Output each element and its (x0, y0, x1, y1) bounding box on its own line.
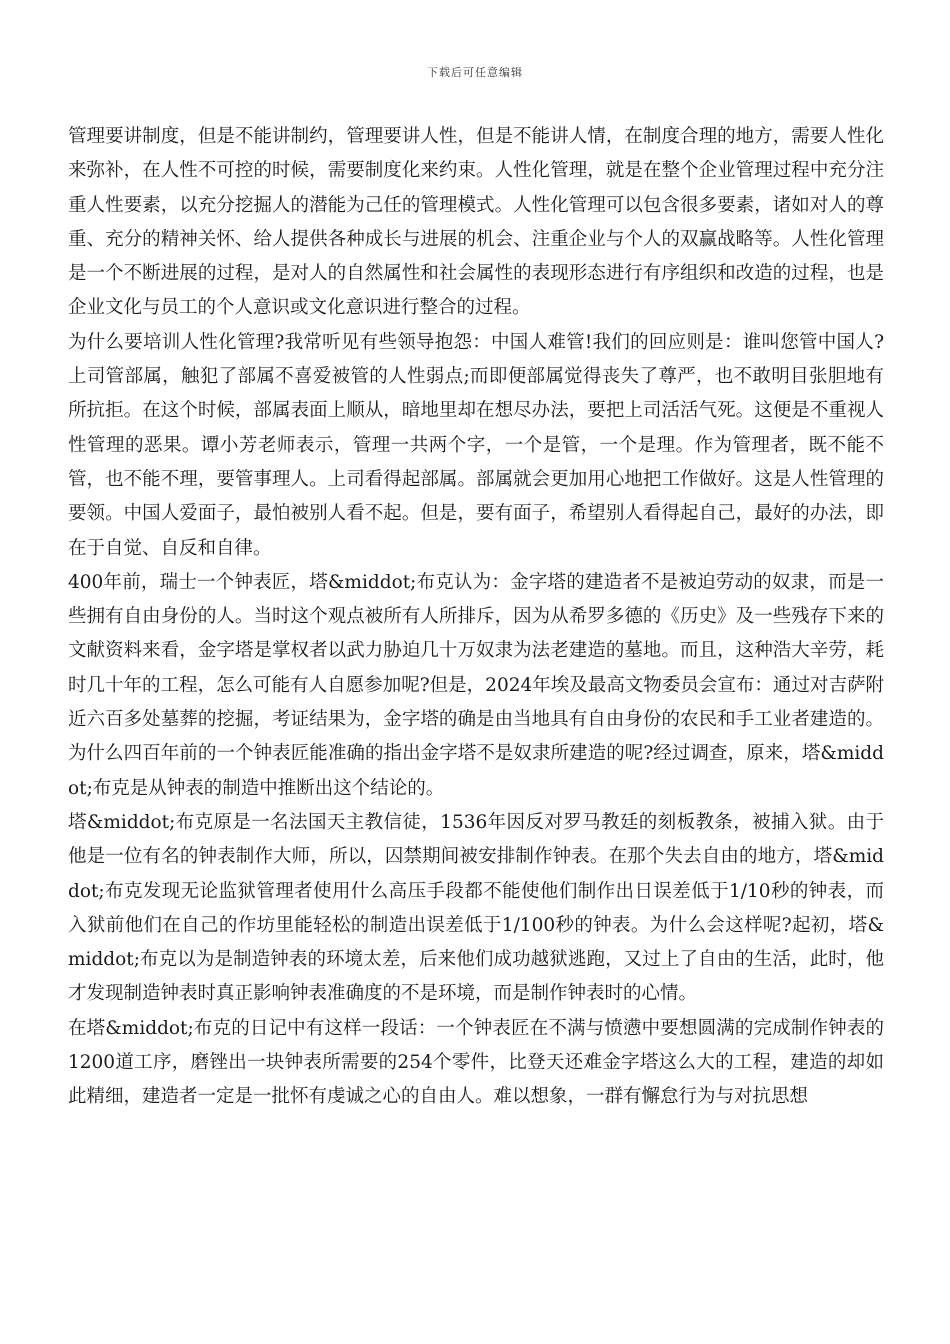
page-header-note: 下载后可任意编辑 (427, 66, 523, 79)
paragraph-humanized-management-definition: 管理要讲制度，但是不能讲制约，管理要讲人性，但是不能讲人情，在制度合理的地方，需要人性化来弥补，在人性不可控的时候，需要制度化来约束。人性化管理，就是在整个企业管理过程中充分注重人性要素，以充分挖掘人的潜能为己任的管理模式。人性化管理可以包含很多要素，诸如对人的尊重、充分的精神关怀、给人提供各种成长与进展的机会、注重企业与个人的双赢战略等。人性化管理是一个不断进展的过程，是对人的自然属性和社会属性的表现形态进行有序组织和改造的过程，也是企业文化与员工的个人意识或文化意识进行整合的过程。 (68, 126, 884, 319)
paragraph-pyramid-builders: 400年前，瑞士一个钟表匠，塔&middot;布克认为：金字塔的建造者不是被迫劳动的奴隶，而是一些拥有自由身份的人。当时这个观点被所有人所排斥，因为从希罗多德的《历史》及一些残存下来的文献资料来看，金字塔是掌权者以武力胁迫几十万奴隶为法老建造的墓地。而且，这种浩大辛劳，耗时几十年的工程，怎么可能有人自愿参加呢?但是，2024年埃及最高文物委员会宣布：通过对吉萨附近六百多处墓葬的挖掘，考证结果为，金字塔的确是由当地具有自由身份的农民和手工业者建造的。为什么四百年前的一个钟表匠能准确的指出金字塔不是奴隶所建造的呢?经过调查，原来，塔&middot;布克是从钟表的制造中推断出这个结论的。 (68, 571, 884, 799)
paragraph-tabuke-prison: 塔&middot;布克原是一名法国天主教信徒，1536年因反对罗马教廷的刻板教条，被捕入狱。由于他是一位有名的钟表制作大师，所以，囚禁期间被安排制作钟表。在那个失去自由的地方，塔&middot;布克发现无论监狱管理者使用什么高压手段都不能使他们制作出日误差低于1/10秒的钟表，而入狱前他们在自己的作坊里能轻松的制造出误差低于1/100秒的钟表。为什么会这样呢?起初，塔&middot;布克以为是制造钟表的环境太差，后来他们成功越狱逃跑，又过上了自由的生活，此时，他才发现制造钟表时真正影响钟表准确度的不是环境，而是制作钟表时的心情。 (68, 811, 884, 1005)
document-body (68, 120, 884, 1115)
paragraph-why-train-humanized-management: 为什么要培训人性化管理?我常听见有些领导抱怨：中国人难管!我们的回应则是：谁叫您管中国人?上司管部属，触犯了部属不喜爱被管的人性弱点;而即便部属觉得丧失了尊严，也不敢明目张胆地有所抗拒。在这个时候，部属表面上顺从，暗地里却在想尽办法，要把上司活活气死。这便是不重视人性管理的恶果。谭小芳老师表示，管理一共两个字，一个是管，一个是理。作为管理者，既不能不管，也不能不理，要管事理人。上司看得起部属。部属就会更加用心地把工作做好。这是人性管理的要领。中国人爱面子，最怕被别人看不起。但是，要有面子，希望别人看得起自己，最好的办法，即在于自觉、自反和自律。 (68, 331, 884, 559)
paragraph-tabuke-diary: 在塔&middot;布克的日记中有这样一段话：一个钟表匠在不满与愤懑中要想圆满的完成制作钟表的1200道工序，磨锉出一块钟表所需要的254个零件，比登天还难金字塔这么大的工程，建造的却如此精细，建造者一定是一批怀有虔诚之心的自由人。难以想象，一群有懈怠行为与对抗思想 (68, 1017, 884, 1108)
